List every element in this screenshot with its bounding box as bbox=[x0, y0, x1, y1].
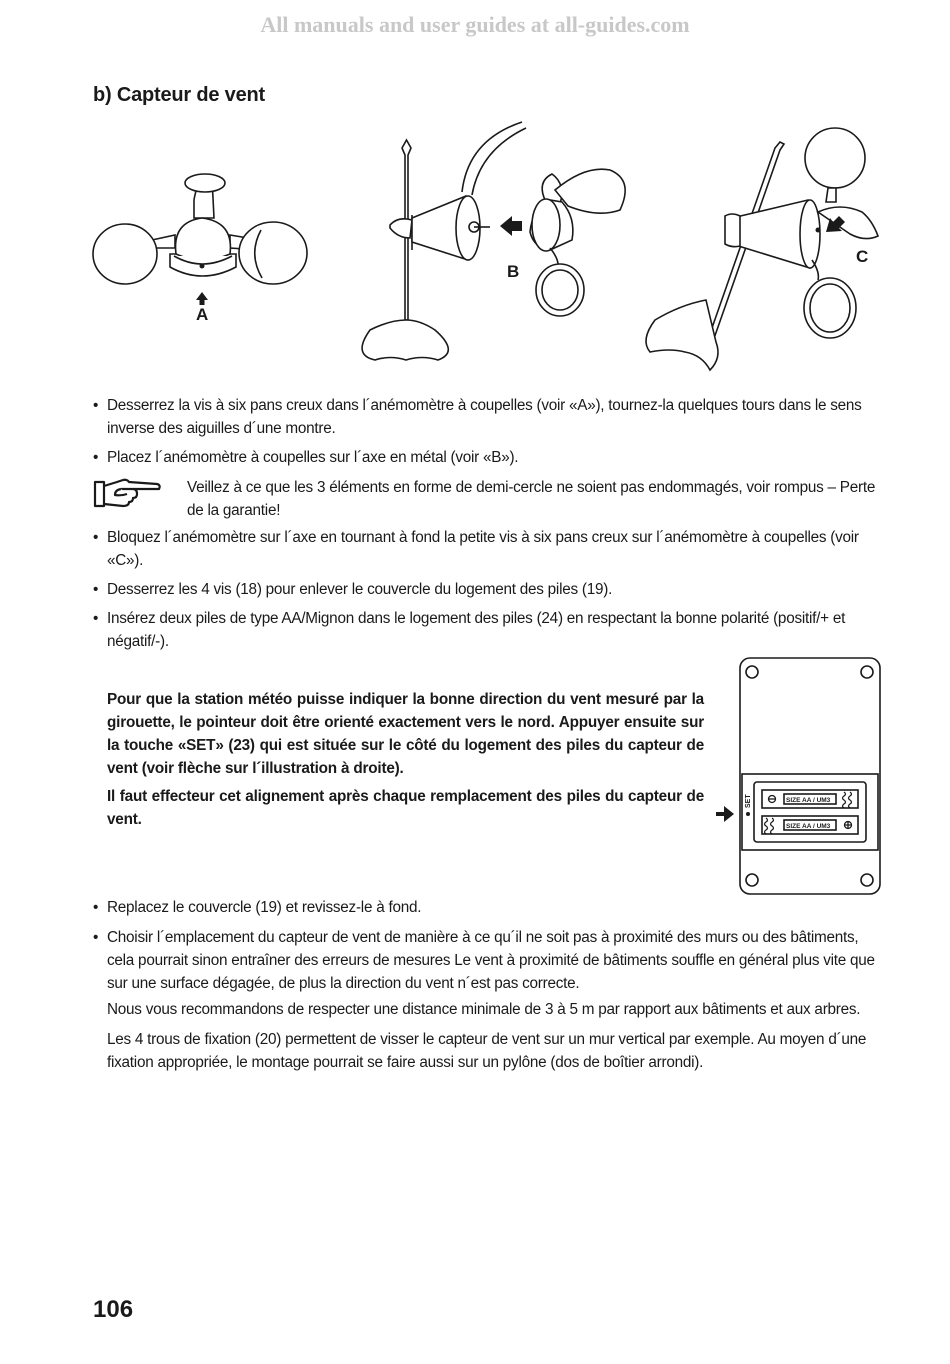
instruction-bullet: • Replacez le couvercle (19) et revissez-le à fond. bbox=[93, 896, 888, 919]
important-alignment-repeat: Il faut effecteur cet alignement après chaque remplacement des piles du capteur de vent. bbox=[107, 788, 704, 828]
figure-label-a: A bbox=[196, 305, 209, 324]
instruction-bullet: • Placez l´anémomètre à coupelles sur l´axe en métal (voir «B»). bbox=[93, 446, 888, 469]
figure-label-b: B bbox=[507, 262, 520, 281]
battery-compartment-figure bbox=[712, 654, 888, 900]
watermark: All manuals and user guides at all-guides.com bbox=[260, 12, 690, 37]
instruction-bullet: • Insérez deux piles de type AA/Mignon dans le logement des piles (24) en respectant la bonne polarité (positif/+ et négatif/-). bbox=[93, 607, 888, 653]
battery-size-label: SIZE AA / UM3 bbox=[786, 823, 831, 830]
mounting-paragraph: Les 4 trous de fixation (20) permettent de visser le capteur de vent sur un mur vertical par exemple. Au moyen d´une fixation appropriée, le montage pourrait se faire aussi sur un pylône (dos de boîtier arrondi). bbox=[107, 1031, 867, 1071]
recommendation-paragraph: Nous vous recommandons de respecter une distance minimale de 3 à 5 m par rapport aux bâtiments et aux arbres. bbox=[107, 1001, 861, 1018]
page-number: 106 bbox=[93, 1296, 134, 1323]
section-title: b) Capteur de vent bbox=[93, 84, 265, 106]
instruction-bullet: • Choisir l´emplacement du capteur de vent de manière à ce qu´il ne soit pas à proximité des murs ou des bâtiments, cela pourrait sinon entraîner des erreurs de mesures Le vent à proximité de bâtiments souffle en général plus vite que sur une surface dégagée, de plus la direction du vent n´est pas correcte. bbox=[93, 926, 888, 995]
important-alignment-text: Pour que la station météo puisse indiquer la bonne direction du vent mesuré par la girouette, le pointeur doit être orienté exactement vers le nord. Appuyer ensuite sur la touche «SET» (23) qui est située sur le côté du logement des piles du capteur de vent (voir flèche sur l´illustration à droite). bbox=[107, 691, 704, 777]
anemometer-tightening-figure-c bbox=[640, 120, 890, 380]
warning-note: Veillez à ce que les 3 éléments en forme de demi-cercle ne soient pas endommagés, voir rompus – Perte de la garantie! bbox=[187, 479, 876, 519]
battery-size-label: SIZE AA / UM3 bbox=[786, 797, 831, 804]
instruction-bullet: • Desserrez la vis à six pans creux dans l´anémomètre à coupelles (voir «A»), tournez-la quelques tours dans le sens inverse des aiguilles d´une montre. bbox=[93, 394, 888, 440]
figure-label-c: C bbox=[856, 247, 869, 266]
instruction-bullet: • Desserrez les 4 vis (18) pour enlever le couvercle du logement des piles (19). bbox=[93, 578, 888, 601]
pointing-hand-icon bbox=[93, 476, 163, 512]
anemometer-mounting-figure-b bbox=[350, 120, 640, 380]
anemometer-cups-figure-a bbox=[90, 170, 315, 330]
set-button-label: SET bbox=[745, 794, 752, 808]
instruction-bullet: • Bloquez l´anémomètre sur l´axe en tournant à fond la petite vis à six pans creux sur l´anémomètre à coupelles (voir «C»). bbox=[93, 526, 888, 572]
